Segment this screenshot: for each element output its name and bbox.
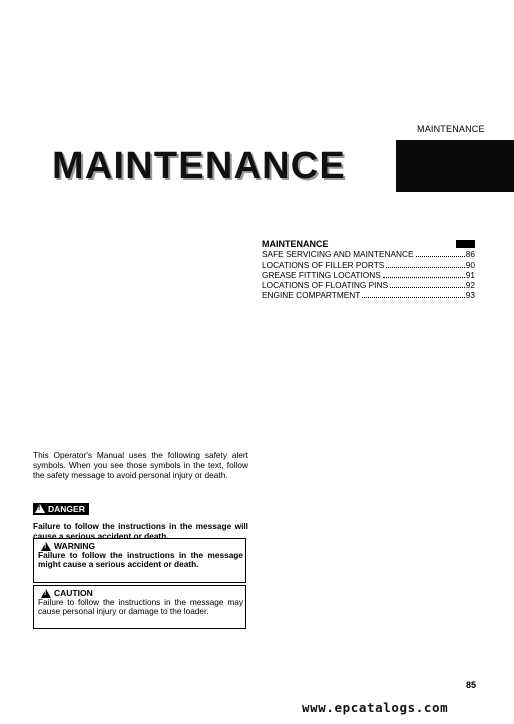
- toc-entry-title: GREASE FITTING LOCATIONS: [262, 269, 381, 280]
- danger-notice: [33, 500, 248, 541]
- toc-entry-page: 91: [465, 269, 475, 280]
- page-number: 85: [466, 680, 477, 690]
- warning-triangle-icon: !: [41, 542, 51, 551]
- toc-entry-title: LOCATIONS OF FILLER PORTS: [262, 259, 385, 270]
- toc-leader-dots: [386, 267, 464, 268]
- toc-entry-title: LOCATIONS OF FLOATING PINS: [262, 280, 389, 291]
- danger-label-tag: [33, 503, 89, 515]
- toc-leader-dots: [416, 256, 465, 257]
- toc-leader-dots: [383, 277, 465, 278]
- toc-leader-dots: [362, 297, 464, 298]
- table-of-contents: [262, 239, 475, 301]
- warning-triangle-icon: !: [41, 589, 51, 598]
- warning-notice: [33, 538, 246, 583]
- warning-text: Failure to follow the instructions in the message might cause a serious accident or death.: [38, 550, 243, 570]
- chapter-title: MAINTENANCE: [52, 145, 346, 187]
- warning-triangle-icon: !: [35, 504, 45, 513]
- warning-label: WARNING: [54, 541, 96, 551]
- toc-heading-bar: [456, 240, 475, 248]
- toc-heading-row: [262, 239, 475, 249]
- chapter-tab-marker: [396, 140, 514, 192]
- toc-leader-dots: [390, 287, 465, 288]
- toc-entry[interactable]: [262, 280, 475, 290]
- toc-entry[interactable]: [262, 270, 475, 280]
- running-header: MAINTENANCE: [417, 124, 485, 134]
- caution-label: CAUTION: [54, 588, 93, 598]
- toc-entry-page: 86: [465, 249, 475, 260]
- caution-text: Failure to follow the instructions in the message may cause personal injury or damage to the loader.: [38, 597, 243, 617]
- toc-entry[interactable]: [262, 249, 475, 259]
- toc-heading: MAINTENANCE: [262, 239, 329, 249]
- watermark-text: www.epcatalogs.com: [302, 700, 449, 715]
- intro-paragraph: This Operator's Manual uses the following safety alert symbols. When you see those symbols in the text, follow the safety message to avoid personal injury or death.: [33, 450, 248, 480]
- toc-entry-page: 93: [465, 290, 475, 301]
- toc-entry[interactable]: [262, 290, 475, 300]
- toc-entry[interactable]: [262, 260, 475, 270]
- toc-entry-page: 90: [465, 259, 475, 270]
- toc-entry-page: 92: [465, 280, 475, 291]
- danger-label: DANGER: [48, 503, 85, 514]
- toc-entry-title: SAFE SERVICING AND MAINTENANCE: [262, 249, 414, 260]
- danger-text: Failure to follow the instructions in the message will cause a serious accident or death.: [33, 521, 248, 541]
- toc-entry-title: ENGINE COMPARTMENT: [262, 290, 361, 301]
- caution-notice: [33, 585, 246, 629]
